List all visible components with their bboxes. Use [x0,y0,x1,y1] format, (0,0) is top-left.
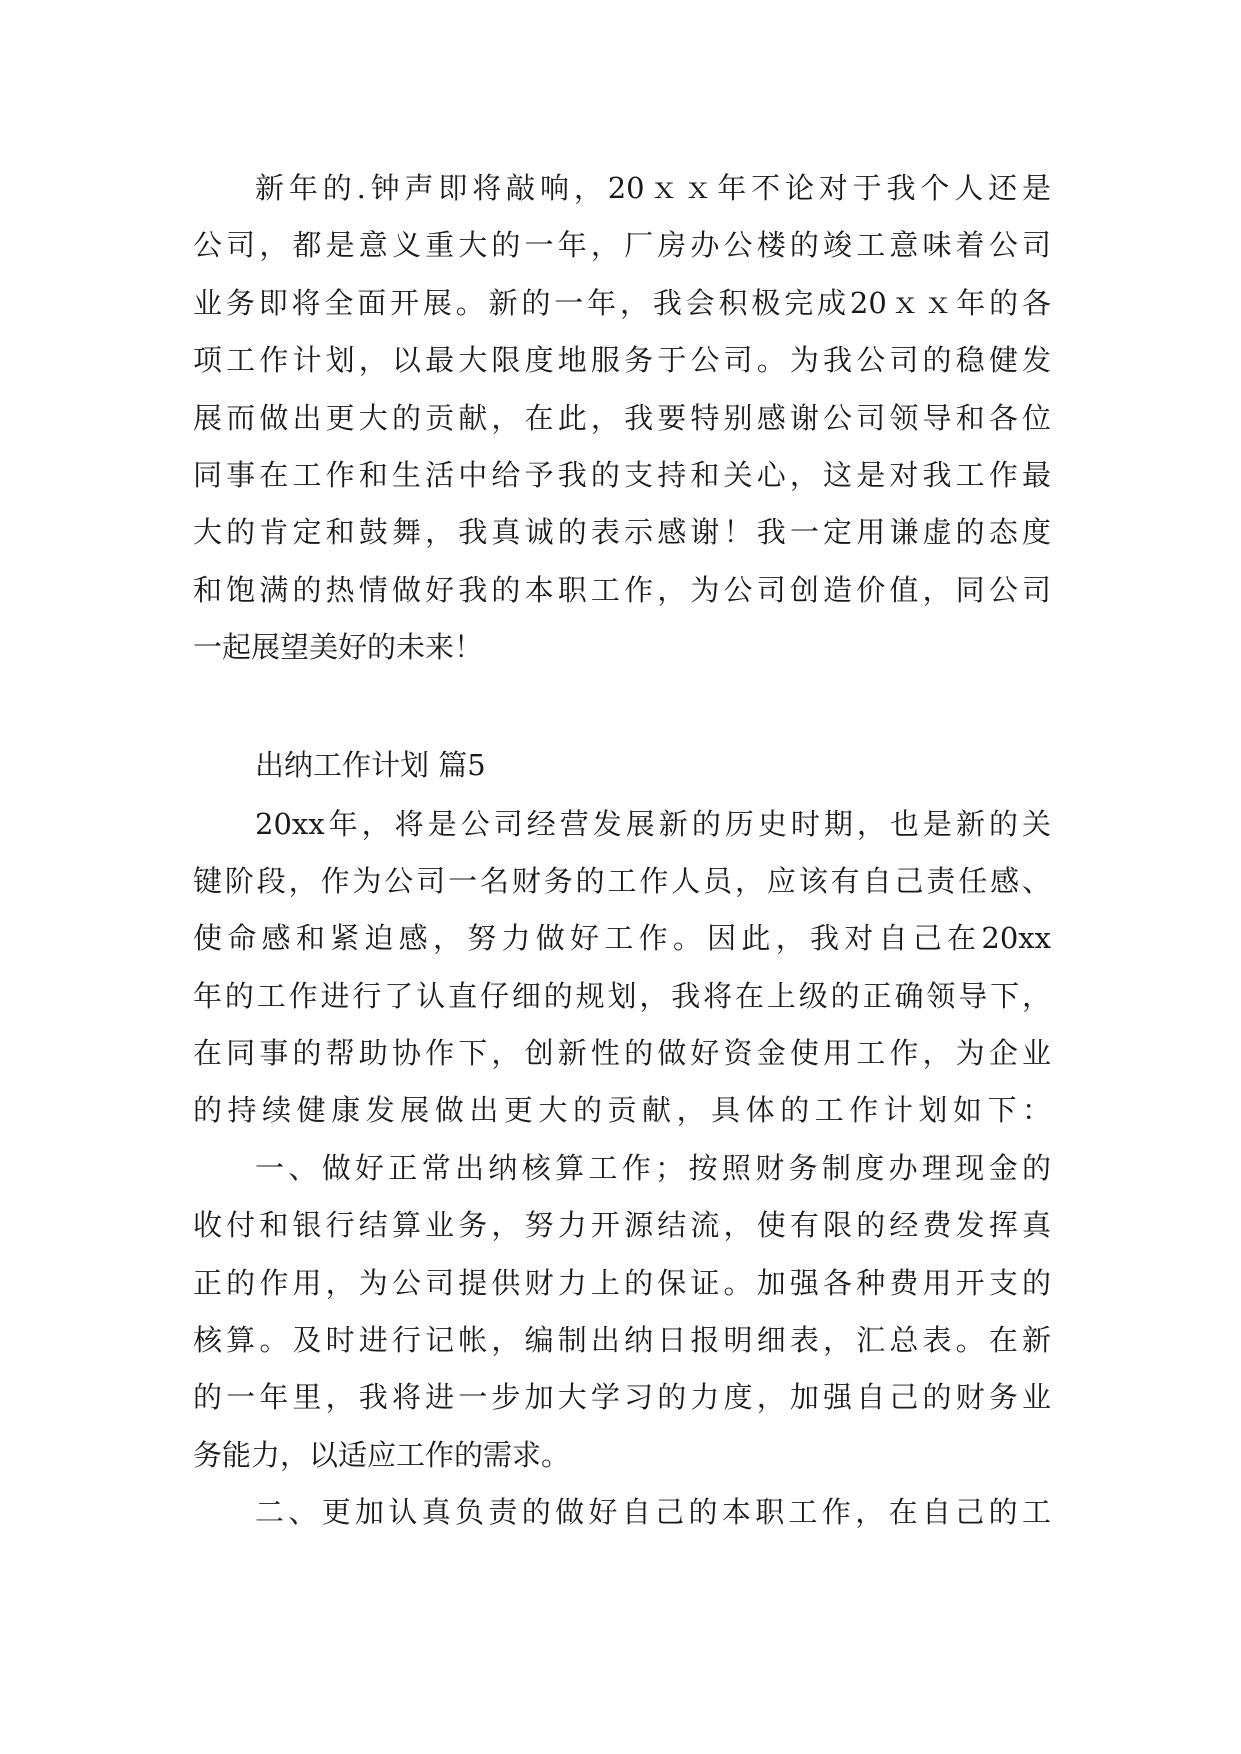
text-line: 一、做好正常出纳核算工作；按照财务制度办理现金的 [255,1150,1051,1185]
text-line: 使命感和紧迫感，努力做好工作。因此，我对自己在20xx [193,921,1051,956]
text-line: 在同事的帮助协作下，创新性的做好资金使用工作，为企业 [193,1036,1051,1071]
text-line: 年的工作进行了认直仔细的规划，我将在上级的正确领导下， [193,978,1051,1013]
text-line: 大的肯定和鼓舞，我真诚的表示感谢！我一定用谦虚的态度 [193,515,1051,550]
paragraph-item-one [193,1140,1051,1484]
paragraph-intro [193,796,1051,1140]
text-line: 核算。及时进行记帐，编制出纳日报明细表，汇总表。在新 [193,1323,1051,1358]
text-line: 20xx年，将是公司经营发展新的历史时期，也是新的关 [255,806,1051,841]
text-line: 公司，都是意义重大的一年，厂房办公楼的竣工意味着公司 [193,228,1051,263]
text-line: 二、更加认真负责的做好自己的本职工作，在自己的工 [255,1495,1051,1530]
text-line: 务能力，以适应工作的需求。 [193,1437,571,1472]
text-line: 同事在工作和生活中给予我的支持和关心，这是对我工作最 [193,457,1051,492]
text-line: 的一年里，我将进一步加大学习的力度，加强自己的财务业 [193,1380,1051,1415]
text-line: 新年的.钟声即将敲响，20ｘｘ年不论对于我个人还是 [255,171,1051,205]
text-line: 项工作计划，以最大限度地服务于公司。为我公司的稳健发 [193,343,1051,378]
text-line: 的持续健康发展做出更大的贡献，具体的工作计划如下： [193,1093,1051,1128]
section-heading: 出纳工作计划 篇5 [255,747,486,782]
text-line: 收付和银行结算业务，努力开源结流，使有限的经费发挥真 [193,1208,1051,1243]
text-line: 展而做出更大的贡献，在此，我要特别感谢公司领导和各位 [193,400,1051,435]
paragraph-new-year [193,160,1051,677]
paragraph-item-two [193,1484,1051,1541]
text-line: 一起展望美好的未来！ [193,630,484,665]
text-line: 键阶段，作为公司一名财务的工作人员，应该有自己责任感、 [193,863,1051,898]
text-line: 业务即将全面开展。新的一年，我会积极完成20ｘｘ年的各 [193,285,1051,320]
text-line: 正的作用，为公司提供财力上的保证。加强各种费用开支的 [193,1265,1051,1300]
text-line: 和饱满的热情做好我的本职工作，为公司创造价值，同公司 [193,572,1051,607]
document-body [193,160,1051,1542]
section-spacer [193,677,1051,737]
